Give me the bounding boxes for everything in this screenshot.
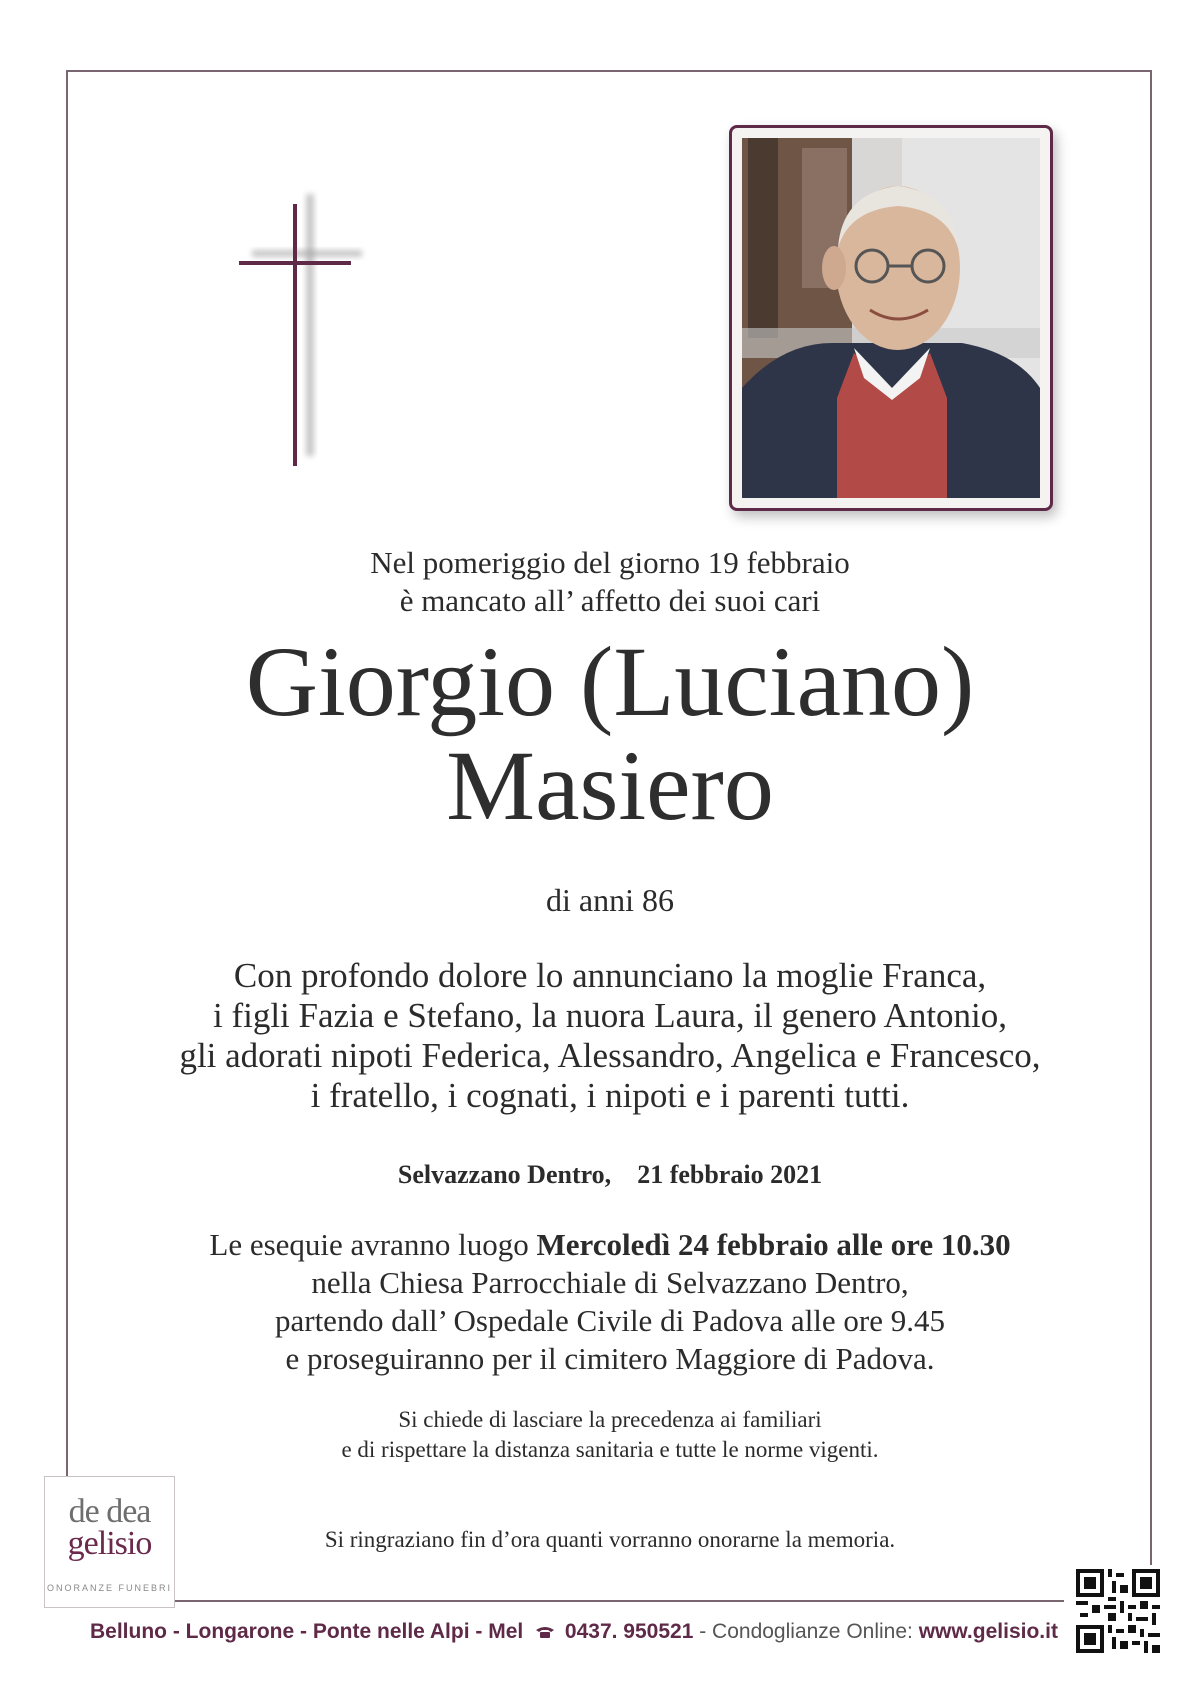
thanks-text: Si ringraziano fin d’ora quanti vorranno onorarne la memoria. xyxy=(324,1527,896,1552)
footer-contact xyxy=(90,1614,1060,1650)
announcement-date: 21 febbraio 2021 xyxy=(637,1160,823,1189)
funeral-datetime: Mercoledì 24 febbraio alle ore 10.30 xyxy=(536,1227,1011,1262)
footer-website-link[interactable]: www.gelisio.it xyxy=(918,1620,1058,1643)
portrait-photo-frame xyxy=(729,125,1053,511)
funeral-line-prefix: Le esequie avranno luogo xyxy=(209,1227,537,1262)
logo-text-line2: gelisio xyxy=(67,1525,152,1562)
deceased-name xyxy=(120,626,1100,841)
footer-condolences-label: - Condoglianze Online: xyxy=(693,1620,919,1643)
health-notice xyxy=(120,1405,1100,1465)
logo-text-line1: de dea xyxy=(68,1493,151,1530)
funeral-line: nella Chiesa Parrocchiale di Selvazzano Dentro, xyxy=(311,1265,909,1300)
family-announcement xyxy=(120,956,1100,1116)
qr-code-icon xyxy=(1072,1565,1164,1657)
place-name: Selvazzano Dentro, xyxy=(397,1160,612,1189)
portrait-photo xyxy=(742,138,1040,498)
intro-line: Nel pomeriggio del giorno 19 febbraio xyxy=(370,545,850,580)
logo-subtitle: ONORANZE FUNEBRI xyxy=(46,1583,172,1593)
funeral-line: partendo dall’ Ospedale Civile di Padova alle ore 9.45 xyxy=(274,1303,946,1338)
family-line: i fratello, i cognati, i nipoti e i parenti tutti. xyxy=(310,1076,910,1115)
funeral-line xyxy=(120,1226,1100,1264)
footer-locations: Belluno - Longarone - Ponte nelle Alpi - Mel xyxy=(90,1620,524,1643)
page-border-bottom xyxy=(175,1600,1064,1602)
deceased-age: di anni 86 xyxy=(546,882,674,918)
deceased-name-line: Giorgio (Luciano) xyxy=(245,626,975,737)
footer-phone[interactable]: 0437. 950521 xyxy=(564,1620,694,1643)
family-line: Con profondo dolore lo annunciano la moglie Franca, xyxy=(233,956,987,995)
deceased-surname: Masiero xyxy=(446,730,774,841)
intro-text xyxy=(120,544,1100,620)
funeral-home-logo xyxy=(44,1476,175,1608)
notice-line: e di rispettare la distanza sanitaria e tutte le norme vigenti. xyxy=(341,1437,879,1462)
place-date xyxy=(120,1158,1100,1192)
cross-icon xyxy=(230,180,380,480)
funeral-line: e proseguiranno per il cimitero Maggiore di Padova. xyxy=(285,1341,935,1376)
notice-line: Si chiede di lasciare la precedenza ai familiari xyxy=(398,1407,822,1432)
intro-line: è mancato all’ affetto dei suoi cari xyxy=(399,583,821,618)
family-line: gli adorati nipoti Federica, Alessandro, Angelica e Francesco, xyxy=(179,1036,1041,1075)
family-line: i figli Fazia e Stefano, la nuora Laura, il genero Antonio, xyxy=(212,996,1008,1035)
funeral-details xyxy=(120,1226,1100,1378)
telephone-icon xyxy=(535,1625,555,1639)
